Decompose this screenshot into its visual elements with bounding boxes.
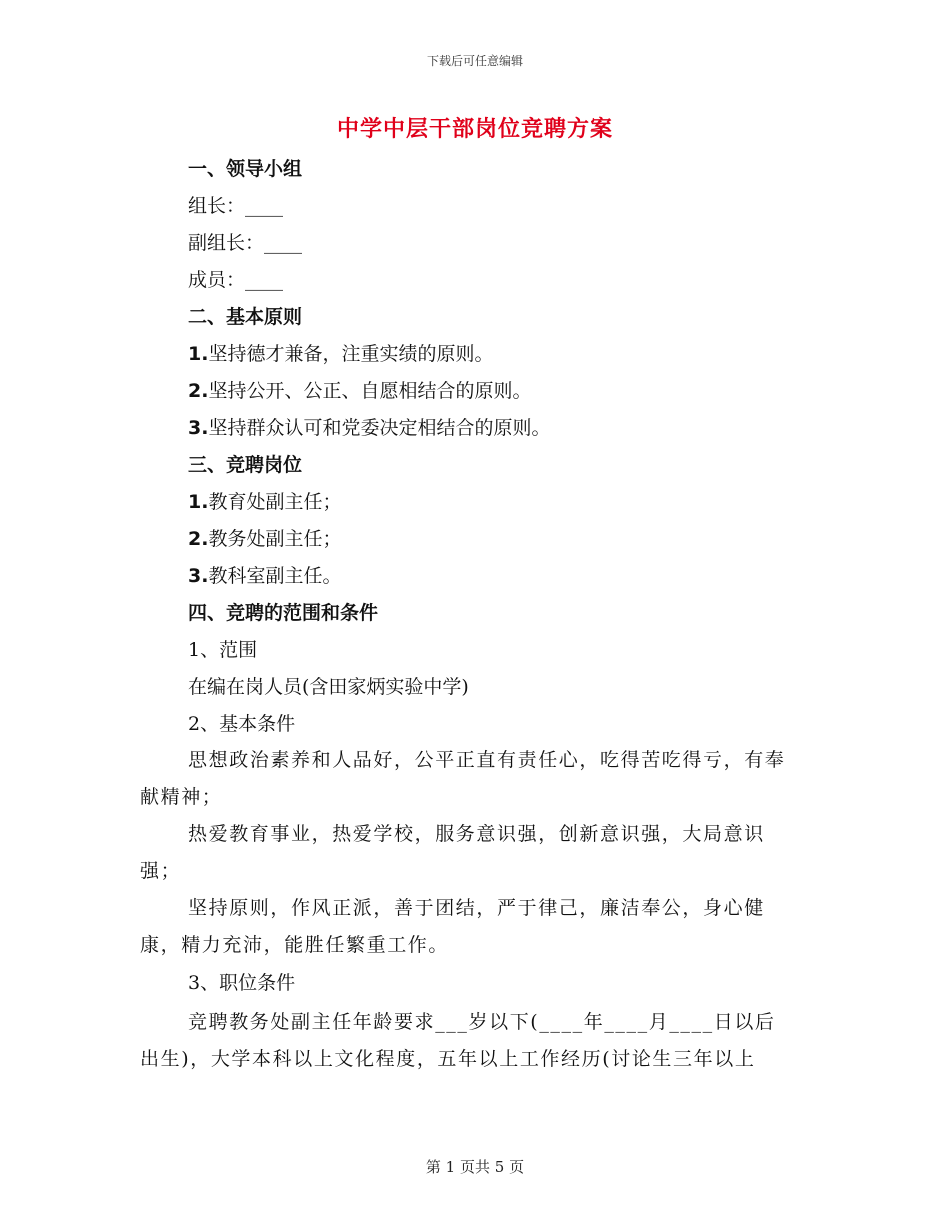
- scope-text: 在编在岗人员(含田家炳实验中学): [188, 676, 469, 698]
- item-number: 3.: [188, 417, 209, 439]
- item-number: 1.: [188, 491, 209, 513]
- leader-line: 组长：____: [188, 195, 284, 217]
- item-text: 教务处副主任；: [208, 528, 342, 550]
- section-heading-principles: 二、基本原则: [188, 306, 303, 328]
- item-number: 1.: [188, 343, 209, 365]
- subheading-scope: 1、范围: [188, 639, 258, 661]
- item-text: 教育处副主任；: [208, 491, 342, 513]
- item-number: 3.: [188, 565, 209, 587]
- section-heading-positions: 三、竞聘岗位: [188, 454, 303, 476]
- principle-item-2: [188, 378, 531, 404]
- page-header: 下载后可任意编辑: [426, 54, 523, 68]
- condition-paragraph-1: 思想政治素养和人品好，公平正直有责任心，吃得苦吃得亏，有奉献精神；: [140, 749, 786, 808]
- item-number: 2.: [188, 528, 209, 550]
- subheading-basic-conditions: 2、基本条件: [188, 713, 296, 735]
- document-title: 中学中层干部岗位竞聘方案: [336, 116, 613, 142]
- item-number: 2.: [188, 380, 209, 402]
- section-heading-scope-conditions: 四、竞聘的范围和条件: [188, 602, 379, 624]
- members-line: 成员：____: [188, 269, 284, 291]
- condition-paragraph-3: 坚持原则，作风正派，善于团结，严于律己，廉洁奉公，身心健康，精力充沛，能胜任繁重工作。: [140, 897, 765, 956]
- item-text: 教科室副主任。: [208, 565, 342, 587]
- position-item-2: [188, 526, 341, 552]
- position-conditions-paragraph: 竞聘教务处副主任年龄要求___岁以下(____年____月____日以后出生)，大学本科以上文化程度，五年以上工作经历(讨论生三年以上: [140, 1011, 776, 1070]
- principle-item-3: [188, 415, 550, 441]
- position-item-1: [188, 489, 341, 515]
- section-heading-leadership: 一、领导小组: [188, 158, 303, 180]
- principle-item-1: [188, 341, 493, 367]
- item-text: 坚持德才兼备，注重实绩的原则。: [208, 343, 494, 365]
- position-item-3: [188, 563, 341, 589]
- condition-paragraph-2: 热爱教育事业，热爱学校，服务意识强，创新意识强，大局意识强；: [140, 823, 765, 882]
- page-footer: 第 1 页共 5 页: [425, 1158, 525, 1176]
- vice-leader-line: 副组长：____: [188, 232, 303, 254]
- item-text: 坚持公开、公正、自愿相结合的原则。: [208, 380, 532, 402]
- subheading-position-conditions: 3、职位条件: [188, 972, 296, 994]
- item-text: 坚持群众认可和党委决定相结合的原则。: [208, 417, 551, 439]
